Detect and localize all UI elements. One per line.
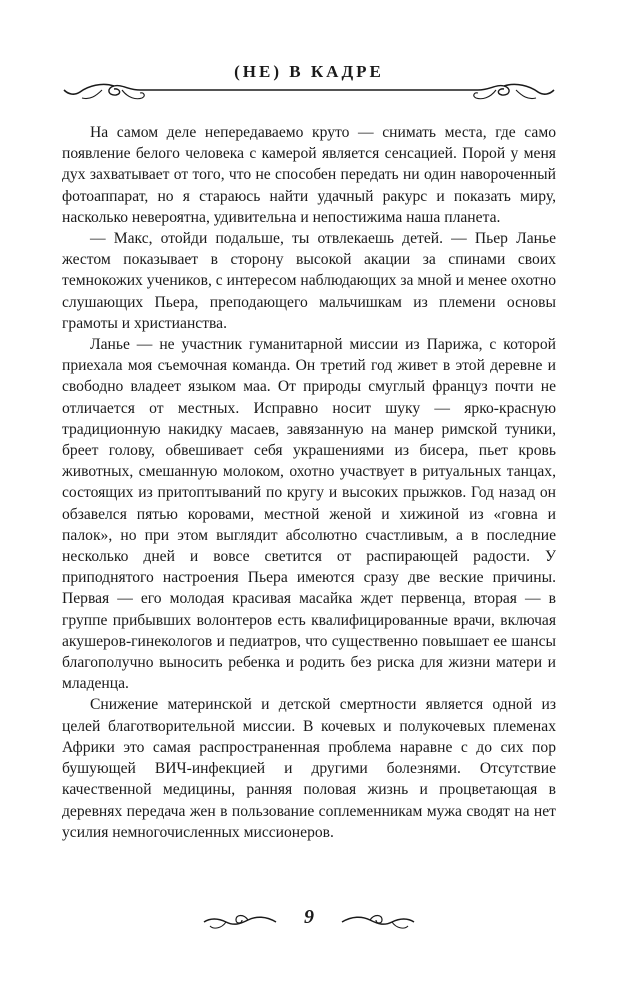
paragraph-3: Ланье — не участник гуманитарной миссии из Парижа, с которой приехала моя съемочная команда. Он третий год живет в этой деревне и свободно владеет языком маа. От природы смуглый француз почти не отличается от местных. Исправно носит шуку — ярко-красную традиционную накидку масаев, завязанную на манер римской туники, бреет голову, обвешивает себя украшениями из бисера, пьет кровь животных, смешанную молоком, охотно участвует в ритуальных танцах, состоящих из притоптываний по кругу и высоких прыжков. Год назад он обзавелся пятью коровами, местной женой и хижиной из «говна и палок», но при этом выглядит абсолютно счастливым, а в последние несколько дней и вовсе светится от распирающей радости. У приподнятого настроения Пьера имеются сразу две веские причины. Первая — его молодая красивая масайка ждет первенца, вторая — в группе прибывших волонтеров есть квалифицированные врачи, включая акушеров-гинекологов и педиатров, что существенно повышает ее шансы благополучно выносить ребенка и родить без риска для жизни матери и младенца. bbox=[62, 336, 556, 693]
paragraph-1: На самом деле непередаваемо круто — снимать места, где само появление белого человека с камерой является сенсацией. Порой у меня дух захватывает от того, что не способен передать ни один навороченный фотоаппарат, но я стараюсь найти удачный ракурс и показать миру, насколько невероятна, удивительна и непостижима наша планета. bbox=[62, 124, 556, 226]
paragraph-4: Снижение материнской и детской смертности является одной из целей благотворительной миссии. В кочевых и полукочевых племенах Африки это самая распространенная проблема наравне с до сих пор бушующей ВИЧ-инфекцией и другими болезнями. Отсутствие качественной медицины, ранняя половая жизнь и процветающая в деревнях передача жен в пользование соплеменникам мужа сводят на нет усилия немногочисленных миссионеров. bbox=[62, 696, 556, 841]
flourish-left-icon bbox=[200, 912, 278, 932]
running-header bbox=[62, 62, 556, 106]
page-body-text bbox=[62, 122, 556, 843]
paragraph-2: — Макс, отойди подальше, ты отвлекаешь детей. — Пьер Ланье жестом показывает в сторону высокой акации за спинами своих темнокожих учеников, с интересом наблюдающих за мной и менее охотно слушающих Пьера, преподающего мальчишкам из племени основы грамоты и христианства. bbox=[62, 230, 556, 332]
page-number: 9 bbox=[304, 906, 314, 928]
page-footer bbox=[200, 906, 418, 936]
flourish-divider-icon bbox=[62, 80, 556, 106]
running-header-title: (НЕ) В КАДРЕ bbox=[234, 62, 384, 81]
flourish-right-icon bbox=[340, 912, 418, 932]
